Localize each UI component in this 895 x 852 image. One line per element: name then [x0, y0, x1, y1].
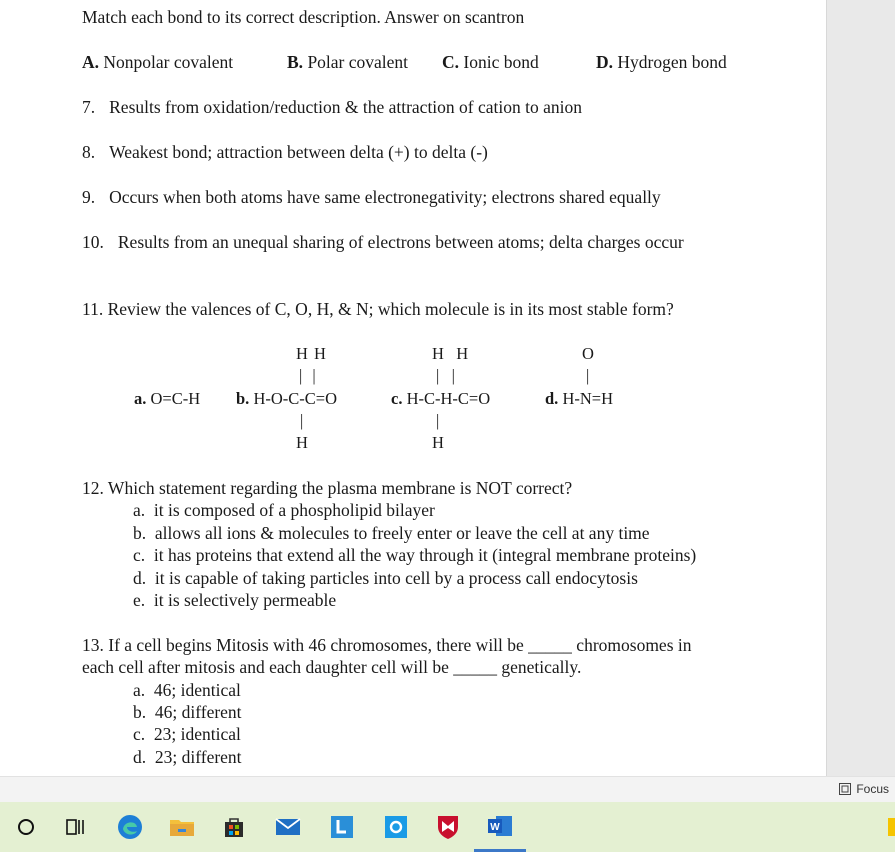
- molecule-d-bond: |: [586, 366, 590, 385]
- task-view-icon[interactable]: [50, 802, 102, 852]
- word-icon[interactable]: [474, 802, 526, 852]
- choice: b. 46; different: [133, 702, 242, 722]
- document-gutter: [826, 0, 895, 776]
- choice: d. it is capable of taking particles into cell by a process call endocytosis: [133, 568, 638, 588]
- edge-icon[interactable]: [104, 802, 156, 852]
- molecule-b-top: H H: [296, 344, 327, 363]
- taskbar-overflow-icon[interactable]: [888, 818, 895, 836]
- question-item: 9. Occurs when both atoms have same electronegativity; electrons shared equally: [82, 187, 661, 207]
- option-c: C. Ionic bond: [442, 52, 539, 72]
- molecule-c-bonds: | |: [436, 366, 455, 385]
- svg-text:W: W: [490, 821, 500, 833]
- o-app-icon[interactable]: [370, 802, 422, 852]
- cortana-icon[interactable]: [0, 802, 52, 852]
- molecule-d-top: O: [582, 344, 594, 363]
- instruction-text: Match each bond to its correct description. Answer on scantron: [82, 7, 525, 27]
- question-11: 11. Review the valences of C, O, H, & N; which molecule is in its most stable form?: [82, 299, 674, 319]
- choice: b. allows all ions & molecules to freely enter or leave the cell at any time: [133, 523, 650, 543]
- molecule-b-bottom: H: [296, 433, 308, 452]
- focus-label: Focus: [856, 782, 889, 796]
- l-app-icon[interactable]: [316, 802, 368, 852]
- file-explorer-icon[interactable]: [156, 802, 208, 852]
- choice: d. 23; different: [133, 747, 242, 767]
- molecule-c-top: H H: [432, 344, 469, 363]
- question-13-line2: each cell after mitosis and each daughter cell will be _____ genetically.: [82, 657, 582, 677]
- question-item: 10. Results from an unequal sharing of electrons between atoms; delta charges occur: [82, 232, 684, 252]
- store-icon[interactable]: [208, 802, 260, 852]
- option-d: D. Hydrogen bond: [596, 52, 727, 72]
- molecule-b-bottom-bond: |: [300, 411, 304, 430]
- taskbar: [0, 802, 895, 852]
- molecule-b-formula: b. H-O-C-C=O: [236, 389, 337, 408]
- status-bar: [0, 776, 895, 802]
- molecule-c-bottom: H: [432, 433, 444, 452]
- molecule-c-bottom-bond: |: [436, 411, 440, 430]
- question-item: 8. Weakest bond; attraction between delta (+) to delta (-): [82, 142, 488, 162]
- molecule-b-bonds: | |: [299, 366, 319, 385]
- option-b: B. Polar covalent: [287, 52, 409, 72]
- question-13-line1: 13. If a cell begins Mitosis with 46 chromosomes, there will be _____ chromosomes in: [82, 635, 692, 655]
- option-a: A. Nonpolar covalent: [82, 52, 234, 72]
- question-12: 12. Which statement regarding the plasma membrane is NOT correct?: [82, 478, 573, 498]
- choice: a. 46; identical: [133, 680, 241, 700]
- choice: a. it is composed of a phospholipid bilayer: [133, 500, 435, 520]
- mail-icon[interactable]: [262, 802, 314, 852]
- focus-mode-button[interactable]: [838, 782, 889, 796]
- choice: c. 23; identical: [133, 724, 241, 744]
- molecule-c-formula: c. H-C-H-C=O: [391, 389, 491, 408]
- question-item: 7. Results from oxidation/reduction & the attraction of cation to anion: [82, 97, 583, 117]
- molecule-d-formula: d. H-N=H: [545, 389, 613, 408]
- choice: e. it is selectively permeable: [133, 590, 337, 610]
- focus-icon: [838, 782, 852, 796]
- molecule-a: a. O=C-H: [134, 389, 201, 408]
- choice: c. it has proteins that extend all the way through it (integral membrane proteins): [133, 545, 697, 565]
- mcafee-icon[interactable]: [422, 802, 474, 852]
